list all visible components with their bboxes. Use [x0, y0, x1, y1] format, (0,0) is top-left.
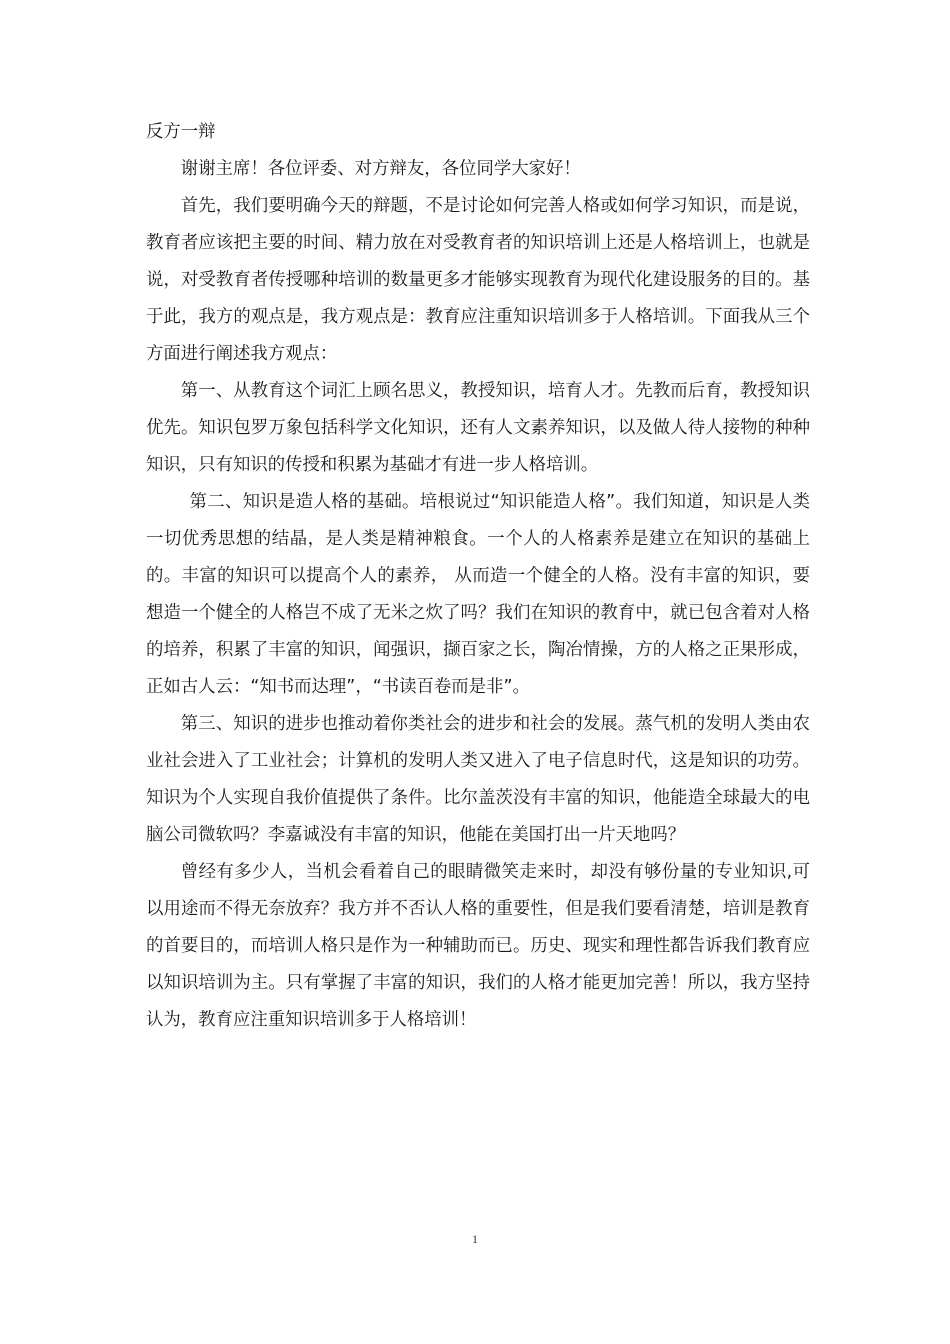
paragraph-greeting: 谢谢主席！各位评委、对方辩友，各位同学大家好！: [180, 159, 581, 179]
paragraph-point-three: 第三、知识的进步也推动着你类社会的进步和社会的发展。蒸气机的发明人类由农业社会进入了工业社会；计算机的发明人类又进入了电子信息时代，这是知识的功劳。知识为个人实现自我价值提供了条件。比尔盖茨没有丰富的知识，他能造全球最大的电脑公司微软吗？李嘉诚没有丰富的知识，他能在美国打出一片天地吗？: [146, 714, 810, 845]
paragraph-intro: 首先，我们要明确今天的辩题，不是讨论如何完善人格或如何学习知识，而是说，教育者应该把主要的时间、精力放在对受教育者的知识培训上还是人格培训上，也就是说，对受教育者传授哪种培训的数量更多才能够实现教育为现代化建设服务的目的。基于此，我方的观点是，我方观点是：教育应注重知识培训多于人格培训。下面我从三个方面进行阐述我方观点：: [146, 196, 810, 364]
document-body: [146, 114, 810, 1039]
paragraph-point-one: 第一、从教育这个词汇上顾名思义，教授知识，培育人才。先教而后育，教授知识优先。知识包罗万象包括科学文化知识，还有人文素养知识，以及做人待人接物的种种知识，只有知识的传授和积累为基础才有进一步人格培训。: [146, 381, 810, 475]
document-title: 反方一辩: [146, 122, 216, 142]
page-number: 1: [472, 1232, 478, 1246]
paragraph-point-two: 第二、知识是造人格的基础。培根说过“知识能造人格”。我们知道，知识是人类一切优秀思想的结晶，是人类是精神粮食。一个人的人格素养是建立在知识的基础上的。丰富的知识可以提高个人的素养， 从而造一个健全的人格。没有丰富的知识，要想造一个健全的人格岂不成了无米之炊了吗？我们在知识的教育中，就已包含着对人格的培养，积累了丰富的知识，闻强识，撷百家之长，陶冶情操，方的人格之正果形成，正如古人云：“知书而达理”，“书读百卷而是非”。: [146, 492, 810, 697]
paragraph-conclusion: 曾经有多少人，当机会看着自己的眼睛微笑走来时，却没有够份量的专业知识,可以用途而不得无奈放弃？我方并不否认人格的重要性，但是我们要看清楚，培训是教育的首要目的，而培训人格只是作为一种辅助而已。历史、现实和理性都告诉我们教育应以知识培训为主。只有掌握了丰富的知识，我们的人格才能更加完善！所以，我方坚持认为，教育应注重知识培训多于人格培训！: [146, 862, 810, 1030]
